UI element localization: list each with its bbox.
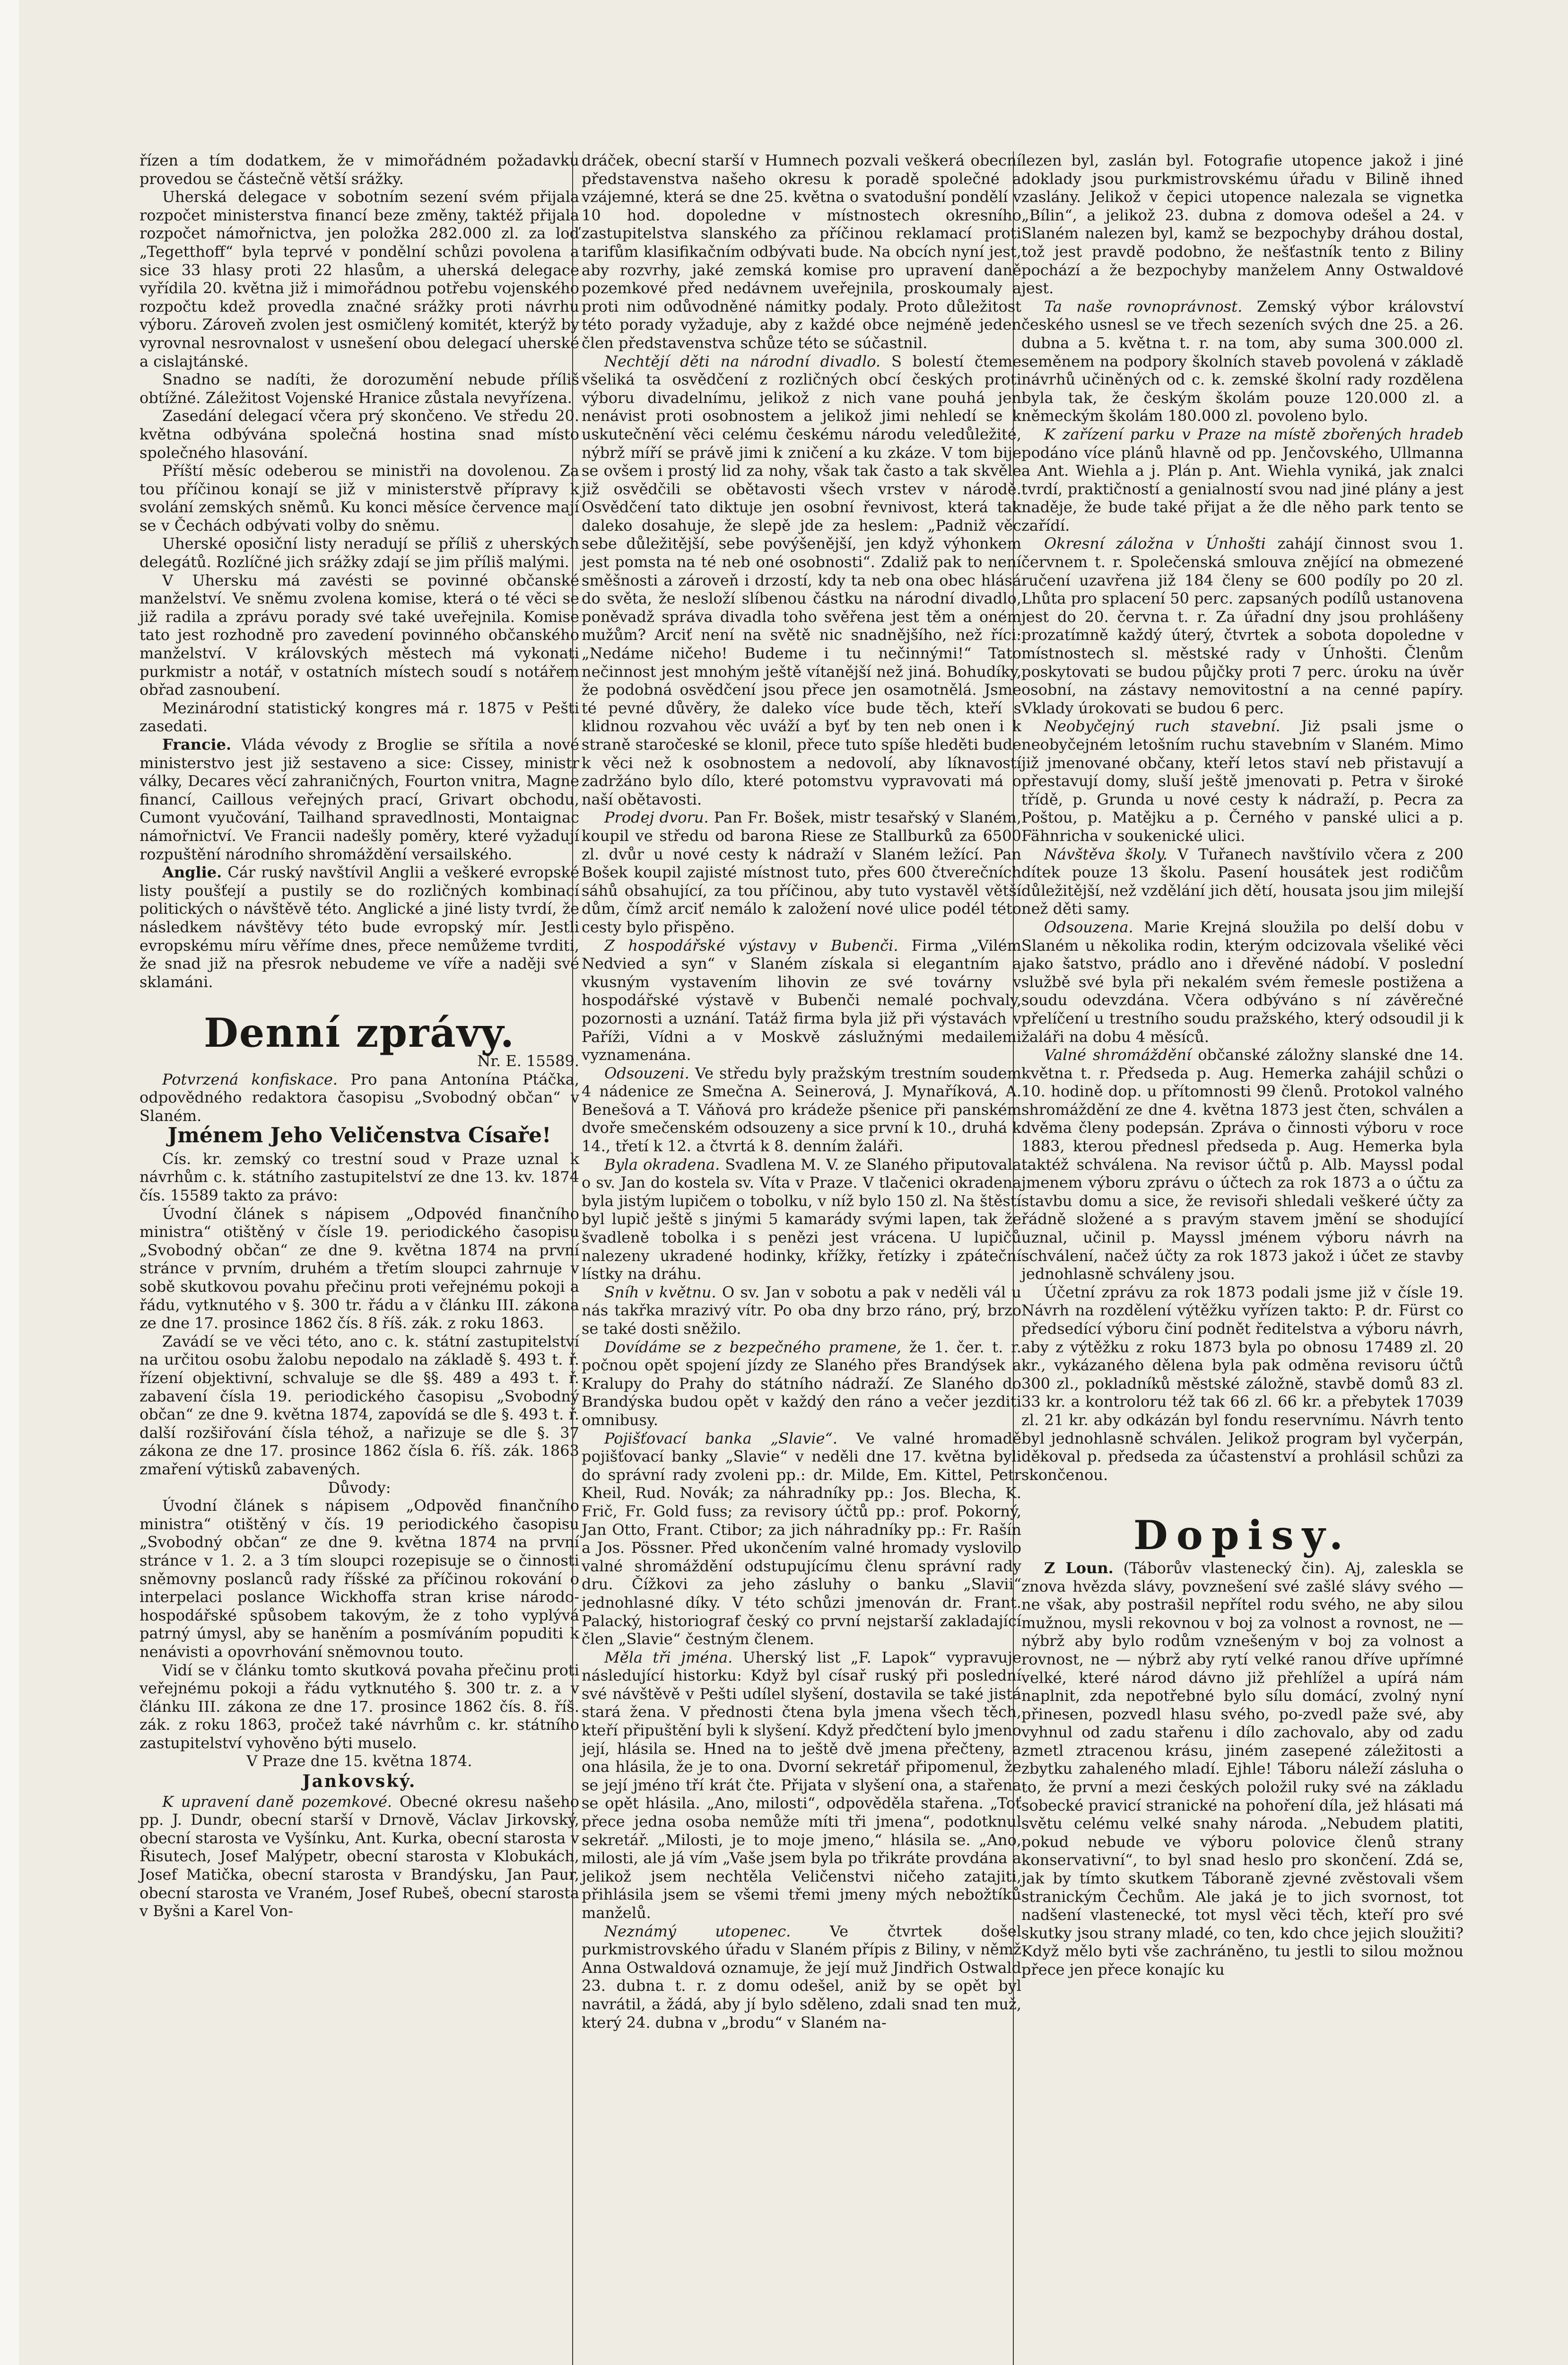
park-label: K zařízení parku v Praze na místě zbořených hradeb	[1044, 425, 1463, 443]
paragraph-odsouzena	[1021, 918, 1463, 1046]
dan-text: Obecné okresu našeho pp. J. Dundr, obecní starší v Drnově, Václav Jirkovský, obecní starosta ve Vyšínku, Ant. Kurka, obecní starosta v Řisutech, Josef Malýpetr, obecní starosta v Klobukách, Josef Matička, obecní starosta v Brandýsku, Jan Paur, obecní starosta ve Vraném, Josef Rubeš, obecní starosta v Byšni a Karel Von-	[139, 1792, 580, 1920]
konfiskace-text: Pro pana Antonína Ptáčka, odpovědného redaktora časopisu „Svobodný občan“ v Slaném.	[139, 1070, 580, 1125]
ruch-text: Jiż psali jsme o neobyčejném letošním ruchu stavebním v Slaném. Mimo již jmenované občany, kteří letos staví neb přistavují a přestavují domy, sluší ještě jmenovati p. Petra v široké třídě, p. Grunda u nové cesty k nádraží, p. Pecra za Poštou, p. Matějku a p. Černého v panské ulici a p. Fähnricha v soukenické ulici.	[1021, 717, 1463, 845]
paragraph-slavie	[582, 1429, 1021, 1648]
rovnopravnost-label: Ta naše rovnoprávnost.	[1044, 297, 1243, 315]
paragraph-divadlo	[582, 352, 1021, 809]
paragraph-rovnopravnost	[1021, 298, 1463, 425]
paragraph: Zasedání delegací včera prý skončeno. Ve středu 20. května odbývána společná hostina snad místo společného hlasování.	[139, 407, 579, 462]
paragraph: Zavádí se ve věci této, ano c. k. státní zastupitelství na určitou osobu žalobu nepodalo na základě §. 493 t. ř. řízení objektivní, schvaluje se dle §§. 489 a 493 t. ř. zabavení čísla 19. periodického časopisu „Svobodný občan“ ze dne 9. května 1874, zapovídá se dle §. 493 t. ř. další rozšiřování čísla téhož, a nařizuje se dle §. 37 zákona ze dne 17. prosince 1862 čísla 6. říš. zák. 1863 zmaření výtisků zabavených.	[139, 1332, 579, 1478]
page-edge	[0, 0, 19, 2365]
paragraph-odsouzeni	[582, 1064, 1021, 1156]
slavie-label: Pojišťovací banka „Slavie“.	[604, 1429, 838, 1447]
paragraph-ruch	[1021, 717, 1463, 845]
paragraph-valne	[1021, 1046, 1463, 1283]
paragraph: Uherská delegace v sobotním sezení svém přijala rozpočet ministerstva financí beze změny, taktéž přijala rozpočet námořnictva, jen položka 282.000 zl. za loď „Tegetthoff“ byla teprvé v pondělní schůzi povolena a sice 33 hlasy proti 22 hlasům, a uherská delegace vyřídila 20. května již i mimořádnou potřebu vojenského rozpočtu kdež provedla značné srážky proti návrhu výboru. Zároveň zvolen jest osmičlený komitét, kterýž by vyrovnal nesrovnalost v usnešení obou delegací uherské a cislajtánské.	[139, 188, 579, 370]
paragraph-dan-pozemkova	[139, 1793, 579, 1920]
skoly-text: V Tuřanech navštívilo včera z 200 dítek pouze 13 školu. Pasení housátek jest rodičům důležitější, než vzdělání jich dětí, housata jsou jim milejší než děti samy.	[1021, 845, 1464, 918]
paragraph-louny	[1021, 1559, 1463, 1979]
pramen-text: že 1. čer. t. r. počnou opět spojení jízdy ze Slaného přes Brandýsek a Kralupy do Prahy do státního nádraží. Ze Slaného do Brandýska budou opět v každý den ráno a večer jezditi omnibusy.	[582, 1338, 1022, 1429]
utopenec-text: Ve čtvrtek došel purkmistrovského úřadu v Slaném přípis z Biliny, v němž Anna Ostwaldová oznamuje, že její muž Jindřich Ostwald 23. dubna t. r. z domu odešel, aniž by se opět byl navrátil, a žádá, aby jí bylo sděleno, zdali snad ten muž, který 24. dubna v „brodu“ v Slaném na-	[582, 1922, 1021, 2032]
anglie-text: Cár ruský navštívil Anglii a veškeré evropské listy poušťejí a pustily se do rozličných kombinací politických o návštěvě této. Anglické a jiné listy tvrdí, že následkem návštěvy této bude evropský mír. Jestli evropskému míru věříme dnes, přece nemůžeme tvrditi, že snad již na přesrok nebudeme ve víře a naději své sklamáni.	[139, 863, 579, 991]
paragraph: V Uhersku má zavésti se povinné občanské manželství. Ve sněmu zvolena komise, která o té věci se již radila a zprávu porady své také uveřejnila. Komise tato jest rozhodně pro zavedení povinného občanského manželství. V královských městech má vykonati purkmistr a notář, v ostatních místech soudí s notářem obřad zasnoubení.	[139, 571, 579, 699]
paragraph-zalozna	[1021, 534, 1463, 717]
pramen-label: Dovídáme se z bezpečného pramene,	[604, 1338, 902, 1356]
dvoru-text: Pan Fr. Bošek, mistr tesařský v Slaném, koupil ve středu od barona Riese ze Stallburků za 6500 zl. dvůr u nové cesty k nádraží v Slaném ležící. Pan Bošek koupil zajisté místnost tuto, přes 600 čtverečních sáhů obsahující, za tou příčinou, aby tuto vystavěl větší dům, čímž arciť nemálo k založení nové ulice podél této cesty bylo přispěno.	[582, 808, 1021, 936]
decree-date: V Praze dne 15. května 1874.	[246, 1752, 472, 1770]
divadlo-text: S bolestí čteme všeliká ta osvědčení z rozličných obcí českých proti výboru divadelnímu, jelikož z nich vane pouhá jen nenávist proti osobnostem a jelikož jimi nehledí se k uskutečnění věci celému českému národu veledůležité, nýbrž míří se právě jimi k zničení a ku zkáze. V tom bije se ovšem i prostý lid za nohy, však tak často a tak skvěle již osvědčili se obětavosti všech vrstev v národě. Osvědčení tato diktuje jen osobní řevnivost, která tak daleko dosahuje, že slepě jde za heslem: „Padniž věc sebe důležitější, sebe povýšenější, jen když výhonkem jest pomsta na té neb oné osobnosti“. Zdaliž pak to není směšnosti a zároveň i drzostí, kdy ta neb ona obec hlásá do světa, že nesloží slíbenou částku na národní divadlo, poněvadž správa divadla toho svěřena jest těm a oném mužům? Arciť není na světě nic snadnějšího, než říci: „Nedáme ničeho! Budeme i tu nečinnými!“ Tato nečinnost jest mnohým ještě vítanější než jiná. Bohudíky, že podobná osvědčení jsou přece jen osamotnělá. Jsme té pevné důvěry, že daleko více bude těch, kteří s klidnou rozvahou věc uváží a byť by ten neb onen i k straně staročeské se klonil, přece tuto spíše hleděti bude k věci než k osobnostem a nedovolí, aby líknavostí zadržáno bylo dílo, které potomstvu vypravovati má o naší obětavosti.	[582, 352, 1022, 808]
ruch-label: Neobyčejný ruch stavební.	[1044, 717, 1281, 736]
paragraph: Snadno se nadíti, že dorozumění nebude příliš obtížné. Záležitost Vojenské Hranice zůstala nevyřízena.	[139, 370, 579, 407]
paragraph: lezen byl, zaslán byl. Fotografie utopence jakož i jiné doklady jsou purkmistrovskému úřadu v Bilině ihned zaslány. Jelikož v čepici utopence nalezala se vignetka „Bílin“, a jelikož 23. dubna z domova odešel a 24. v Slaném nalezen byl, kamž se bezpochyby dráhou dostal, tož jest pravdě podobno, že nešťastník tento z Biliny pochází a že bezpochyby manželem Anny Ostwaldové jest.	[1021, 151, 1463, 298]
vystava-label: Z hospodářské výstavy v Bubenči.	[604, 936, 898, 955]
column-middle	[582, 151, 1021, 2365]
odsouzena-text: Marie Krejná sloužila po delší dobu v Slaném u několika rodin, kterým odcizovala všeliké věci jako šatstvo, prádlo ano i dřevěné nádobí. V poslední službě své byla při nekalém svém řemesle postižena a soudu odevzdána. Včera odbýváno s ní závěrečné přelíčení u trestního soudu pražského, který odsoudil ji k žaláři na dobu 4 měsíců.	[1021, 918, 1463, 1046]
anglie-label: Anglie.	[162, 863, 222, 882]
paragraph: Příští měsíc odeberou se ministři na dovolenou. Za tou příčinou konají se již v ministerstvě přípravy k svolání zemských sněmů. Ku konci měsíce července mají se v Čechách odbývati volby do sněmu.	[139, 462, 579, 534]
column-left	[139, 151, 579, 2365]
section-title-denni-zpravy: Denní zprávy.	[204, 1009, 515, 1057]
jmena-label: Měla tři jména.	[604, 1648, 733, 1666]
jmena-text: Uherský list „F. Lapok“ vypravuje následující historku: Když byl císař ruský při poslední své návštěvě v Pešti udílel slyšení, dostavila se také jistá stará žena. V přednosti čtena byla jmena všech těch, kteří připuštění byli k slyšení. Když předčtení bylo jmeno její, hlásila se. Hned na to ještě dvě jmena přečteny, a ona hlásila, že je to ona. Dvorní sekretář připomenul, že se její jméno tří krát čte. Přijata v slyšení ona, a stařena se opět hlásila. „Ano, milosti“, odpověděla stařena. „Toť přece jedna osoba nemůže míti tři jmena“, podotknul sekretář. „Milosti, je to moje jmeno,“ hlásila se. „Ano, milosti, ale já vím „Vaše jsem byla po třikráte provdána a jelikož jsem nechtěla Veličenstvi ničeho zatajiti, přihlásila jsem se všemi třemi jmeny mých nebožtíků manželů.	[582, 1648, 1022, 1922]
paragraph: Uherské oposiční listy neradují se příliš z uherských delegátů. Rozlíčné jich srážky zdají se jim příliš malými.	[139, 534, 579, 571]
paragraph: Účetní zprávu za rok 1873 podali jsme již v čísle 19. Návrh na rozdělení výtěžku vyřízen takto: P. dr. Fürst co předsedící výboru činí podnět ředitelstva a výboru návrh, aby z výtěžku z roku 1873 byla po obnosu 17489 zl. 20 kr., vykázaného dělena byla pak odměna revisoru účtů 300 zl., pokladníků městské záložně, stavbě domů 83 zl. 33 kr. a kontroloru též tak 66 zl. 66 kr. a přebytek 17039 zl. 21 kr. aby odkázán byl fondu reservnímu. Návrh tento byl jednohlasně schválen. Jelikož program byl vyčerpán, děkoval p. předseda za účastenství a prohlásil schůzi za skončenou.	[1021, 1283, 1463, 1484]
section-title-dopisy: Dopisy.	[1133, 1512, 1352, 1559]
paragraph-francie	[139, 736, 579, 863]
paragraph-skoly	[1021, 845, 1463, 918]
paragraph-tri-jmena	[582, 1648, 1021, 1922]
rovnopravnost-text: Zemský výbor království českého usnesl se ve třech sezeních svých dne 25. a 26. dubna a 5. května t. r. na tom, aby suma 300.000 zl. seměnem na podpory školních staveb povolená v základě návrhů učiněných od c. k. zemské školní rady rozdělena byla tak, že českým školám pouze 120.000 zl. a německým školám 180.000 zl. povoleno bylo.	[1021, 297, 1464, 425]
paragraph-prodej-dvoru	[582, 808, 1021, 936]
slavie-text: Ve valné hromadě pojišťovací banky „Slavie“ v neděli dne 17. května byli do správní rady zvoleni pp.: dr. Milde, Em. Kittel, Petr Kheil, Rud. Novák; za náhradníky pp.: Jos. Blecha, K. Frič, Fr. Gold fuss; za revisory účtů pp.: prof. Pokorný, Jan Otto, Frant. Ctibor; za jich náhradníky pp.: Fr. Rašín a Jos. Pössner. Před ukončením valné hromady vyslovilo valné shromáždění odstupujícímu členu správní rady dru. Čížkovi za jeho zásluhy o banku „Slavii“ jednohlasné díky. V této schůzi jmenován dr. Frant. Palacký, historiograf český co první nejstarší zakladající člen „Slavie“ čestným členem.	[582, 1429, 1022, 1648]
okradena-text: Svadlena M. V. ze Slaného připutovala o sv. Jan do kostela sv. Víta v Praze. V tlačenici okradena byla jistým lupičem o tobolku, v níž bylo 150 zl. Na štěstí byl lupič ještě s jinými 5 kamarády svými lapen, tak že švadleně tobolka i s penězi jest vrácena. U lupičů nalezeny ukradené hodinky, křížky, řetízky i zpáteční lístky na dráhu.	[582, 1155, 1022, 1283]
odsouzena-label: Odsouzena.	[1044, 918, 1133, 936]
paragraph-vystava	[582, 937, 1021, 1064]
paragraph: Úvodní článek s nápisem „Odpovéd finančního ministra“ otištěný v čísle 19. periodického časopisu „Svobodný občan“ ze dne 9. května 1874 na první stránce v prvním, druhém a třetím sloupci zahrnuje v sobě skutkovou povahu přečinu proti veřejnému pokoji a řádu, vytknutého v §. 300 tr. řádu a v článku III. zákona ze dne 17. prosince 1862 čís. 8 říš. zák. z roku 1863.	[139, 1204, 579, 1332]
konfiskace-label: Potvrzená konfiskace.	[162, 1070, 338, 1088]
paragraph: dráček, obecní starší v Humnech pozvali veškerá obecní představenstva našeho okresu k poradě společné a vzájemné, která se dne 25. května o svatodušní pondělí v 10 hod. dopoledne v místnostech okresního zastupitelstva slanského za příčinou reklamací proti tarifům klasifikačním odbývati bude. Na obcích nyní jest, aby rozvrhy, jaké zemská komise pro upravení daně pozemkové před nedávnem uveřejnila, proskoumaly a proti nim odůvodněné námitky podaly. Proto důležitost této porady vyžaduje, aby z každé obce nejméně jeden člen představenstva schůze této se súčastnil.	[582, 151, 1021, 352]
louny-label: Z Loun.	[1044, 1559, 1114, 1577]
utopenec-label: Neznámý utopenec.	[604, 1922, 791, 1940]
louny-text: (Táborův vlastenecký čin). Aj, zaleskla se znova hvězda slávy, povznešení své zašlé slávy svého — ne však, aby postrašil nepřítel rodu svého, ne aby silou mužnou, mysli rekovnou v boj za volnost a rovnost, ne — nýbrž aby bylo rodům vznešeným v boj za volnost a rovnost, ne — nýbrž aby rytí velké ranou dříve upřímné velké, které národ dávno již přehlížel a upírá nám naplnit, zda nepotřebné bylo sílu domácí, zvolný nyní přinesen, pozvedl hlasu svého, po-zvedl paže své, aby vyhnul od zadu stařenu i dílo zachovalo, aby od zadu zmetl ztracenou krásu, jiném zasepené záležitosti a zbytku zahaleného mladí. Ejhle! Táboru náleží zásluha o to, že první a mezi českých položil ruky své na základu sobecké pravicí stranické na pohoření díla, jež hlásati má světu celému velké snahy národa. „Nebudem platiti, pokud nebude ve výboru polovice členů strany konservativní“, to byl snad heslo pro skončení. Zdá se, jak by tímto skutkem Táboraně zjevné zvěstovali všem stranickým Čechům. Ale jaká je to jich svornost, tot nadšení vlastenecké, tot mysl věci těch, kteří pro své skutky jsou strany mladé, co ten, kdo chce jejich sloužiti? Když mělo byti vše zachráněno, tu jestli to silou možnou přece jen přece konajíc ku	[1021, 1559, 1463, 1979]
paragraph: Cís. kr. zemský co trestní soud v Praze uznal k návrhům c. k. státního zastupitelství ze dne 13. kv. 1874 čís. 15589 takto za právo:	[139, 1149, 579, 1205]
francie-label: Francie.	[162, 736, 232, 753]
duvody-heading: Důvody:	[328, 1478, 391, 1497]
dvoru-label: Prodej dvoru.	[604, 808, 709, 827]
divadlo-label: Nechtějí děti na národní divadlo.	[604, 352, 881, 370]
valne-label: Valné shromáždění	[1044, 1046, 1192, 1064]
vystava-text: Firma „Vilém Nedvied a syn“ v Slaném získala si elegantním a vkusným vystavením lihovin ze své továrny v hospodářské výstavě v Bubenči nemalé pochvaly, pozornosti a uznání. Tatáž firma byla již při výstavách v Paříži, Vídni a v Moskvě záslužnými medailemi vyznamenána.	[582, 936, 1022, 1064]
snih-text: O sv. Jan v sobotu a pak v neděli vál u nás takřka mrazivý vítr. Po oba dny brzo ráno, prý, brzo se také dosti sněžilo.	[582, 1283, 1022, 1338]
decree-number: Nr. E. 15589.	[477, 1051, 579, 1070]
decree-heading: Jménem Jeho Veličenstva Císaře!	[167, 1123, 551, 1148]
decree-signature: Jankovský.	[302, 1771, 417, 1792]
okradena-label: Byla okradena.	[604, 1155, 720, 1174]
zalozna-text: zahájí činnost svou 1. červnem t. r. Společenská smlouva znějící na obmezené ručení uzavřena již 184 členy se 600 podíly po 20 zl. Lhůta pro splacení 50 perc. zapsaných podílů ustanovena jest do 20. června t. r. Za úřadní dny jsou prohlášeny prozatímně každý úterý, čtvrtek a sobota dopoledne v místnostech sl. městské rady v Únhošti. Členům poskytovati se budou půjčky proti 7 perc. úroku na úvěr osobní, na zástavy nemovitostní a na cenné papíry. Vklady úrokovati se budou 6 perc.	[1021, 534, 1463, 717]
francie-text: Vláda vévody z Broglie se sřítila a nové ministerstvo jest již sestaveno a sice: Cissey, ministr války, Decares věcí zahraničných, Fourton vnitra, Magne financí, Caillous veřejných prací, Grivart obchodu, Cumont vyučování, Tailhand spravedlnosti, Montaignac námořnictví. Ve Francii nadešly poměry, které vyžadují rozpuštění národního shromáždění versailského.	[139, 736, 579, 863]
zalozna-label: Okresní záložna v Únhošti	[1044, 534, 1266, 553]
paragraph-anglie	[139, 863, 579, 991]
odsouzeni-text: Ve středu byly pražským trestním soudem 4 nádenice ze Smečna A. Seinerová, J. Mynaříková, A. Benešová a T. Váňová pro krádeže pšenice při panském dvoře smečenském odsouzeny a sice první k 10., druhá k 14., třetí k 12. a čtvrtá k 8. denním žaláři.	[582, 1064, 1021, 1156]
paragraph-okradena	[582, 1156, 1021, 1283]
paragraph-pramen	[582, 1338, 1021, 1429]
skoly-label: Návštěva školy.	[1044, 845, 1167, 863]
dan-label: K upravení daně pozemkové.	[162, 1792, 392, 1811]
column-right	[1021, 151, 1463, 2365]
paragraph-snih	[582, 1283, 1021, 1338]
paragraph-konfiskace	[139, 1070, 579, 1125]
paragraph: Mezinárodní statistický kongres má r. 1875 v Pešti zasedati.	[139, 699, 579, 736]
paragraph-park	[1021, 425, 1463, 535]
snih-label: Sníh v květnu.	[604, 1283, 716, 1301]
paragraph-utopenec	[582, 1922, 1021, 2032]
paragraph: Vidí se v článku tomto skutková povaha přečinu proti veřejnému pokoji a řádu vytknutého §. 300 tr. z. a v článku III. zákona ze dne 17. prosince 1862 čís. 8. říš. zák. z roku 1863, pročež také návrhům c. kr. státního zastupitelství vyhověno býti muselo.	[139, 1661, 579, 1752]
odsouzeni-label: Odsouzeni.	[604, 1064, 689, 1082]
paragraph: Úvodní článek s nápisem „Odpověd finančního ministra“ otištěný v čís. 19 periodického časopisu „Svobodný občan“ ze dne 9. května 1874 na první stránce v 1. 2. a 3 tím sloupci rozepisuje se o činnosti sněmovny poslanců rady říšské za příčinou rokování o interpelaci poslance Wickhoffa stran krise národo-hospodářské spůsobem takovým, že z toho vyplývá patrný úmysl, aby se haněním a posmíváním popuditi k nenávisti a opovrhování sněmovnou touto.	[139, 1497, 579, 1661]
paragraph: řízen a tím dodatkem, že v mimořádném požadavku provedou se částečně větší srážky.	[139, 151, 579, 188]
park-text: podáno více plánů hlavně od pp. Jenčovského, Ullmanna a Ant. Wiehla a j. Plán p. Ant. Wiehla vyniká, jak znalci tvrdí, praktičností a genialností svou nad jiné plány a jest naděje, že bude také přijat a že dle něho park tento se zařídí.	[1021, 443, 1463, 534]
valne-text: občanské záložny slanské dne 14. května t. r. Předseda p. Aug. Hemerka zahájil schůzi o 10. hodině dop. u přítomnosti 99 členů. Protokol valného shromáždění ze dne 4. května 1873 jest čten, schválen a dvěma členy podepsán. Zpráva o činnosti výboru v roce 1883, kterou přednesl předseda p. Aug. Hemerka byla taktéž schválena. Na revisor účtů p. Alb. Mayssl podal jmenem výboru zprávu o účtech za rok 1873 a o účtu za stavbu domu a sice, že revisoři shledali veškeré účty za řádně složené a s pravým stavem jmění se shodující uznal, učinil p. Mayssl jménem výboru návrh na schválení, načež účty za rok 1873 jakož i účet ze stavby jednohlasně schváleny jsou.	[1021, 1046, 1464, 1283]
